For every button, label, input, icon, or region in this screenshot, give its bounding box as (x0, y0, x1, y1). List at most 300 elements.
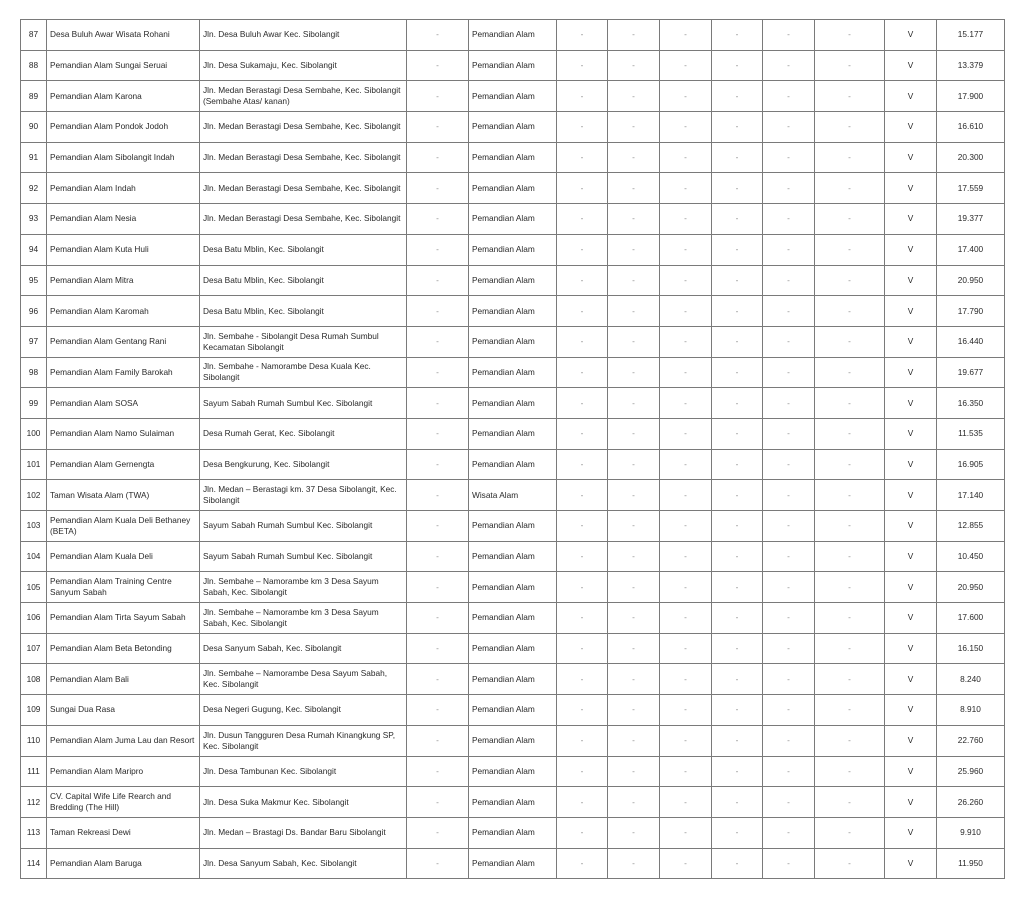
cell-col-10: - (763, 20, 815, 51)
attraction-name: Pemandian Alam Karona (47, 81, 200, 112)
table-row (21, 112, 1005, 143)
cell-col-11: - (815, 265, 885, 296)
cell-col-6: - (557, 418, 608, 449)
attraction-address: Jln. Desa Suka Makmur Kec. Sibolangit (200, 787, 407, 818)
cell-col-8: - (660, 265, 712, 296)
cell-col-10: - (763, 541, 815, 572)
attraction-address: Jln. Medan Berastagi Desa Sembahe, Kec. Sibolangit (200, 142, 407, 173)
attraction-name: Pemandian Alam Sibolangit Indah (47, 142, 200, 173)
cell-col-7: - (608, 817, 660, 848)
attraction-name: Pemandian Alam Family Barokah (47, 357, 200, 388)
attraction-address: Desa Batu Mblin, Kec. Sibolangit (200, 234, 407, 265)
cell-col-7: - (608, 511, 660, 542)
cell-col-6: - (557, 480, 608, 511)
cell-col-9: - (712, 848, 763, 879)
cell-col-11: - (815, 142, 885, 173)
check-mark: V (885, 633, 937, 664)
row-number: 91 (21, 142, 47, 173)
row-number: 101 (21, 449, 47, 480)
cell-col-9: - (712, 572, 763, 603)
visitor-count: 17.600 (937, 603, 1005, 634)
table-row (21, 603, 1005, 634)
table-row (21, 296, 1005, 327)
attraction-type: Pemandian Alam (469, 112, 557, 143)
row-number: 87 (21, 20, 47, 51)
cell-col-11: - (815, 234, 885, 265)
cell-col-8: - (660, 296, 712, 327)
cell-col-10: - (763, 81, 815, 112)
cell-col-6: - (557, 234, 608, 265)
visitor-count: 20.950 (937, 572, 1005, 603)
cell-col-8: - (660, 480, 712, 511)
attraction-name: Sungai Dua Rasa (47, 695, 200, 726)
attraction-type: Pemandian Alam (469, 817, 557, 848)
table-row (21, 695, 1005, 726)
attraction-address: Jln. Medan Berastagi Desa Sembahe, Kec. Sibolangit (200, 204, 407, 235)
cell-col-10: - (763, 725, 815, 756)
cell-col-8: - (660, 725, 712, 756)
cell-col-10: - (763, 633, 815, 664)
cell-col-11: - (815, 449, 885, 480)
attraction-name: Pemandian Alam Maripro (47, 756, 200, 787)
cell-col-9: - (712, 112, 763, 143)
attraction-type: Pemandian Alam (469, 357, 557, 388)
cell-col-4: - (407, 357, 469, 388)
cell-col-11: - (815, 388, 885, 419)
attraction-address: Jln. Sembahe – Namorambe km 3 Desa Sayum Sabah, Kec. Sibolangit (200, 572, 407, 603)
attraction-name: Pemandian Alam Kuala Deli (47, 541, 200, 572)
attraction-type: Pemandian Alam (469, 326, 557, 357)
cell-col-8: - (660, 817, 712, 848)
row-number: 113 (21, 817, 47, 848)
cell-col-7: - (608, 480, 660, 511)
cell-col-8: - (660, 357, 712, 388)
cell-col-11: - (815, 664, 885, 695)
attraction-type: Pemandian Alam (469, 418, 557, 449)
attraction-name: Pemandian Alam Gernengta (47, 449, 200, 480)
cell-col-6: - (557, 449, 608, 480)
attraction-address: Jln. Medan – Berastagi km. 37 Desa Sibolangit, Kec. Sibolangit (200, 480, 407, 511)
attraction-name: Pemandian Alam Namo Sulaiman (47, 418, 200, 449)
visitor-count: 17.400 (937, 234, 1005, 265)
cell-col-6: - (557, 787, 608, 818)
cell-col-8: - (660, 695, 712, 726)
row-number: 98 (21, 357, 47, 388)
cell-col-7: - (608, 234, 660, 265)
cell-col-9: - (712, 418, 763, 449)
check-mark: V (885, 20, 937, 51)
tourism-data-table (20, 19, 1005, 879)
cell-col-4: - (407, 234, 469, 265)
row-number: 90 (21, 112, 47, 143)
cell-col-4: - (407, 449, 469, 480)
row-number: 96 (21, 296, 47, 327)
cell-col-8: - (660, 142, 712, 173)
cell-col-11: - (815, 572, 885, 603)
cell-col-9: - (712, 20, 763, 51)
table-row (21, 142, 1005, 173)
attraction-name: Pemandian Alam Kuta Huli (47, 234, 200, 265)
attraction-type: Pemandian Alam (469, 695, 557, 726)
cell-col-4: - (407, 204, 469, 235)
attraction-address: Jln. Desa Sanyum Sabah, Kec. Sibolangit (200, 848, 407, 879)
cell-col-4: - (407, 572, 469, 603)
cell-col-7: - (608, 81, 660, 112)
cell-col-9: - (712, 234, 763, 265)
cell-col-10: - (763, 204, 815, 235)
cell-col-9: - (712, 296, 763, 327)
attraction-name: Pemandian Alam Juma Lau dan Resort (47, 725, 200, 756)
cell-col-7: - (608, 20, 660, 51)
attraction-address: Jln. Desa Buluh Awar Kec. Sibolangit (200, 20, 407, 51)
cell-col-6: - (557, 265, 608, 296)
cell-col-8: - (660, 81, 712, 112)
cell-col-6: - (557, 756, 608, 787)
cell-col-9: - (712, 541, 763, 572)
cell-col-4: - (407, 418, 469, 449)
check-mark: V (885, 173, 937, 204)
cell-col-6: - (557, 664, 608, 695)
cell-col-4: - (407, 296, 469, 327)
cell-col-9: - (712, 449, 763, 480)
table-row (21, 357, 1005, 388)
cell-col-9: - (712, 725, 763, 756)
table-row (21, 234, 1005, 265)
visitor-count: 17.140 (937, 480, 1005, 511)
check-mark: V (885, 357, 937, 388)
visitor-count: 20.300 (937, 142, 1005, 173)
check-mark: V (885, 449, 937, 480)
attraction-type: Pemandian Alam (469, 234, 557, 265)
attraction-type: Pemandian Alam (469, 603, 557, 634)
table-row (21, 541, 1005, 572)
row-number: 110 (21, 725, 47, 756)
cell-col-11: - (815, 511, 885, 542)
attraction-type: Pemandian Alam (469, 81, 557, 112)
attraction-type: Pemandian Alam (469, 787, 557, 818)
table-row (21, 817, 1005, 848)
row-number: 93 (21, 204, 47, 235)
check-mark: V (885, 817, 937, 848)
cell-col-8: - (660, 787, 712, 818)
cell-col-4: - (407, 511, 469, 542)
cell-col-4: - (407, 848, 469, 879)
attraction-address: Jln. Desa Sukamaju, Kec. Sibolangit (200, 50, 407, 81)
cell-col-10: - (763, 787, 815, 818)
check-mark: V (885, 695, 937, 726)
cell-col-9: - (712, 603, 763, 634)
visitor-count: 26.260 (937, 787, 1005, 818)
attraction-name: Pemandian Alam Kuala Deli Bethaney (BETA) (47, 511, 200, 542)
cell-col-7: - (608, 296, 660, 327)
row-number: 112 (21, 787, 47, 818)
visitor-count: 20.950 (937, 265, 1005, 296)
cell-col-11: - (815, 112, 885, 143)
cell-col-9: - (712, 142, 763, 173)
check-mark: V (885, 81, 937, 112)
cell-col-7: - (608, 449, 660, 480)
cell-col-8: - (660, 603, 712, 634)
row-number: 97 (21, 326, 47, 357)
cell-col-8: - (660, 756, 712, 787)
visitor-count: 10.450 (937, 541, 1005, 572)
attraction-type: Pemandian Alam (469, 848, 557, 879)
row-number: 104 (21, 541, 47, 572)
cell-col-4: - (407, 633, 469, 664)
cell-col-10: - (763, 756, 815, 787)
visitor-count: 11.535 (937, 418, 1005, 449)
visitor-count: 8.240 (937, 664, 1005, 695)
table-row (21, 326, 1005, 357)
cell-col-9: - (712, 787, 763, 818)
row-number: 105 (21, 572, 47, 603)
cell-col-7: - (608, 603, 660, 634)
table-row (21, 50, 1005, 81)
cell-col-8: - (660, 173, 712, 204)
row-number: 100 (21, 418, 47, 449)
cell-col-10: - (763, 511, 815, 542)
attraction-address: Sayum Sabah Rumah Sumbul Kec. Sibolangit (200, 388, 407, 419)
cell-col-7: - (608, 664, 660, 695)
cell-col-11: - (815, 756, 885, 787)
cell-col-9: - (712, 326, 763, 357)
check-mark: V (885, 603, 937, 634)
cell-col-7: - (608, 173, 660, 204)
cell-col-6: - (557, 541, 608, 572)
attraction-name: Pemandian Alam SOSA (47, 388, 200, 419)
check-mark: V (885, 265, 937, 296)
cell-col-4: - (407, 603, 469, 634)
cell-col-9: - (712, 480, 763, 511)
cell-col-10: - (763, 142, 815, 173)
cell-col-9: - (712, 817, 763, 848)
visitor-count: 17.900 (937, 81, 1005, 112)
cell-col-4: - (407, 541, 469, 572)
table-row (21, 173, 1005, 204)
attraction-address: Jln. Sembahe - Namorambe Desa Kuala Kec. Sibolangit (200, 357, 407, 388)
cell-col-9: - (712, 664, 763, 695)
attraction-type: Pemandian Alam (469, 50, 557, 81)
attraction-type: Pemandian Alam (469, 633, 557, 664)
cell-col-6: - (557, 50, 608, 81)
cell-col-11: - (815, 848, 885, 879)
cell-col-9: - (712, 173, 763, 204)
attraction-address: Sayum Sabah Rumah Sumbul Kec. Sibolangit (200, 511, 407, 542)
visitor-count: 8.910 (937, 695, 1005, 726)
cell-col-4: - (407, 480, 469, 511)
cell-col-6: - (557, 511, 608, 542)
cell-col-7: - (608, 572, 660, 603)
cell-col-8: - (660, 541, 712, 572)
cell-col-11: - (815, 725, 885, 756)
cell-col-11: - (815, 204, 885, 235)
attraction-type: Pemandian Alam (469, 664, 557, 695)
visitor-count: 16.150 (937, 633, 1005, 664)
cell-col-6: - (557, 296, 608, 327)
cell-col-7: - (608, 50, 660, 81)
row-number: 108 (21, 664, 47, 695)
cell-col-4: - (407, 142, 469, 173)
attraction-type: Pemandian Alam (469, 756, 557, 787)
cell-col-4: - (407, 725, 469, 756)
check-mark: V (885, 388, 937, 419)
attraction-name: Pemandian Alam Mitra (47, 265, 200, 296)
attraction-address: Jln. Medan – Brastagi Ds. Bandar Baru Sibolangit (200, 817, 407, 848)
cell-col-6: - (557, 848, 608, 879)
cell-col-6: - (557, 20, 608, 51)
attraction-type: Pemandian Alam (469, 20, 557, 51)
cell-col-6: - (557, 695, 608, 726)
check-mark: V (885, 848, 937, 879)
cell-col-4: - (407, 756, 469, 787)
cell-col-9: - (712, 50, 763, 81)
check-mark: V (885, 142, 937, 173)
attraction-type: Pemandian Alam (469, 265, 557, 296)
attraction-address: Jln. Desa Tambunan Kec. Sibolangit (200, 756, 407, 787)
cell-col-7: - (608, 326, 660, 357)
visitor-count: 9.910 (937, 817, 1005, 848)
table-row (21, 418, 1005, 449)
cell-col-6: - (557, 81, 608, 112)
table-row (21, 848, 1005, 879)
cell-col-7: - (608, 756, 660, 787)
cell-col-6: - (557, 326, 608, 357)
attraction-name: Pemandian Alam Pondok Jodoh (47, 112, 200, 143)
cell-col-6: - (557, 112, 608, 143)
attraction-type: Wisata Alam (469, 480, 557, 511)
cell-col-10: - (763, 173, 815, 204)
cell-col-4: - (407, 81, 469, 112)
cell-col-4: - (407, 388, 469, 419)
cell-col-4: - (407, 817, 469, 848)
cell-col-11: - (815, 603, 885, 634)
check-mark: V (885, 234, 937, 265)
visitor-count: 15.177 (937, 20, 1005, 51)
cell-col-8: - (660, 848, 712, 879)
cell-col-11: - (815, 695, 885, 726)
cell-col-10: - (763, 664, 815, 695)
visitor-count: 22.760 (937, 725, 1005, 756)
cell-col-8: - (660, 204, 712, 235)
cell-col-4: - (407, 265, 469, 296)
cell-col-8: - (660, 326, 712, 357)
cell-col-11: - (815, 296, 885, 327)
row-number: 94 (21, 234, 47, 265)
row-number: 95 (21, 265, 47, 296)
cell-col-8: - (660, 449, 712, 480)
attraction-address: Jln. Sembahe – Namorambe Desa Sayum Sabah, Kec. Sibolangit (200, 664, 407, 695)
attraction-address: Jln. Sembahe – Namorambe km 3 Desa Sayum Sabah, Kec. Sibolangit (200, 603, 407, 634)
check-mark: V (885, 664, 937, 695)
cell-col-11: - (815, 787, 885, 818)
cell-col-11: - (815, 326, 885, 357)
attraction-address: Desa Rumah Gerat, Kec. Sibolangit (200, 418, 407, 449)
attraction-address: Jln. Medan Berastagi Desa Sembahe, Kec. Sibolangit (200, 173, 407, 204)
visitor-count: 17.559 (937, 173, 1005, 204)
cell-col-4: - (407, 695, 469, 726)
attraction-name: Desa Buluh Awar Wisata Rohani (47, 20, 200, 51)
table-row (21, 480, 1005, 511)
attraction-type: Pemandian Alam (469, 204, 557, 235)
visitor-count: 16.440 (937, 326, 1005, 357)
visitor-count: 25.960 (937, 756, 1005, 787)
cell-col-6: - (557, 388, 608, 419)
attraction-name: Pemandian Alam Bali (47, 664, 200, 695)
cell-col-10: - (763, 234, 815, 265)
cell-col-7: - (608, 265, 660, 296)
attraction-address: Desa Negeri Gugung, Kec. Sibolangit (200, 695, 407, 726)
attraction-address: Desa Batu Mblin, Kec. Sibolangit (200, 265, 407, 296)
attraction-name: Taman Wisata Alam (TWA) (47, 480, 200, 511)
cell-col-6: - (557, 603, 608, 634)
cell-col-8: - (660, 20, 712, 51)
cell-col-4: - (407, 664, 469, 695)
table-row (21, 664, 1005, 695)
attraction-type: Pemandian Alam (469, 173, 557, 204)
attraction-address: Desa Batu Mblin, Kec. Sibolangit (200, 296, 407, 327)
cell-col-8: - (660, 234, 712, 265)
cell-col-8: - (660, 633, 712, 664)
cell-col-10: - (763, 296, 815, 327)
cell-col-10: - (763, 326, 815, 357)
cell-col-4: - (407, 20, 469, 51)
cell-col-6: - (557, 572, 608, 603)
visitor-count: 17.790 (937, 296, 1005, 327)
cell-col-6: - (557, 173, 608, 204)
table-row (21, 725, 1005, 756)
row-number: 106 (21, 603, 47, 634)
cell-col-10: - (763, 480, 815, 511)
cell-col-8: - (660, 50, 712, 81)
attraction-address: Desa Bengkurung, Kec. Sibolangit (200, 449, 407, 480)
cell-col-4: - (407, 50, 469, 81)
cell-col-10: - (763, 603, 815, 634)
cell-col-11: - (815, 173, 885, 204)
check-mark: V (885, 787, 937, 818)
cell-col-6: - (557, 357, 608, 388)
check-mark: V (885, 480, 937, 511)
table-row (21, 572, 1005, 603)
visitor-count: 16.610 (937, 112, 1005, 143)
row-number: 114 (21, 848, 47, 879)
table-row (21, 756, 1005, 787)
cell-col-11: - (815, 817, 885, 848)
cell-col-11: - (815, 357, 885, 388)
attraction-name: Pemandian Alam Sungai Seruai (47, 50, 200, 81)
check-mark: V (885, 511, 937, 542)
cell-col-8: - (660, 388, 712, 419)
attraction-address: Jln. Medan Berastagi Desa Sembahe, Kec. Sibolangit (200, 112, 407, 143)
cell-col-9: - (712, 695, 763, 726)
cell-col-6: - (557, 204, 608, 235)
cell-col-7: - (608, 142, 660, 173)
cell-col-6: - (557, 817, 608, 848)
attraction-address: Jln. Medan Berastagi Desa Sembahe, Kec. Sibolangit (Sembahe Atas/ kanan) (200, 81, 407, 112)
row-number: 89 (21, 81, 47, 112)
row-number: 102 (21, 480, 47, 511)
cell-col-10: - (763, 50, 815, 81)
visitor-count: 16.905 (937, 449, 1005, 480)
attraction-name: Pemandian Alam Nesia (47, 204, 200, 235)
cell-col-10: - (763, 357, 815, 388)
cell-col-8: - (660, 112, 712, 143)
attraction-name: Taman Rekreasi Dewi (47, 817, 200, 848)
cell-col-10: - (763, 695, 815, 726)
attraction-type: Pemandian Alam (469, 296, 557, 327)
cell-col-11: - (815, 633, 885, 664)
cell-col-11: - (815, 20, 885, 51)
cell-col-9: - (712, 388, 763, 419)
